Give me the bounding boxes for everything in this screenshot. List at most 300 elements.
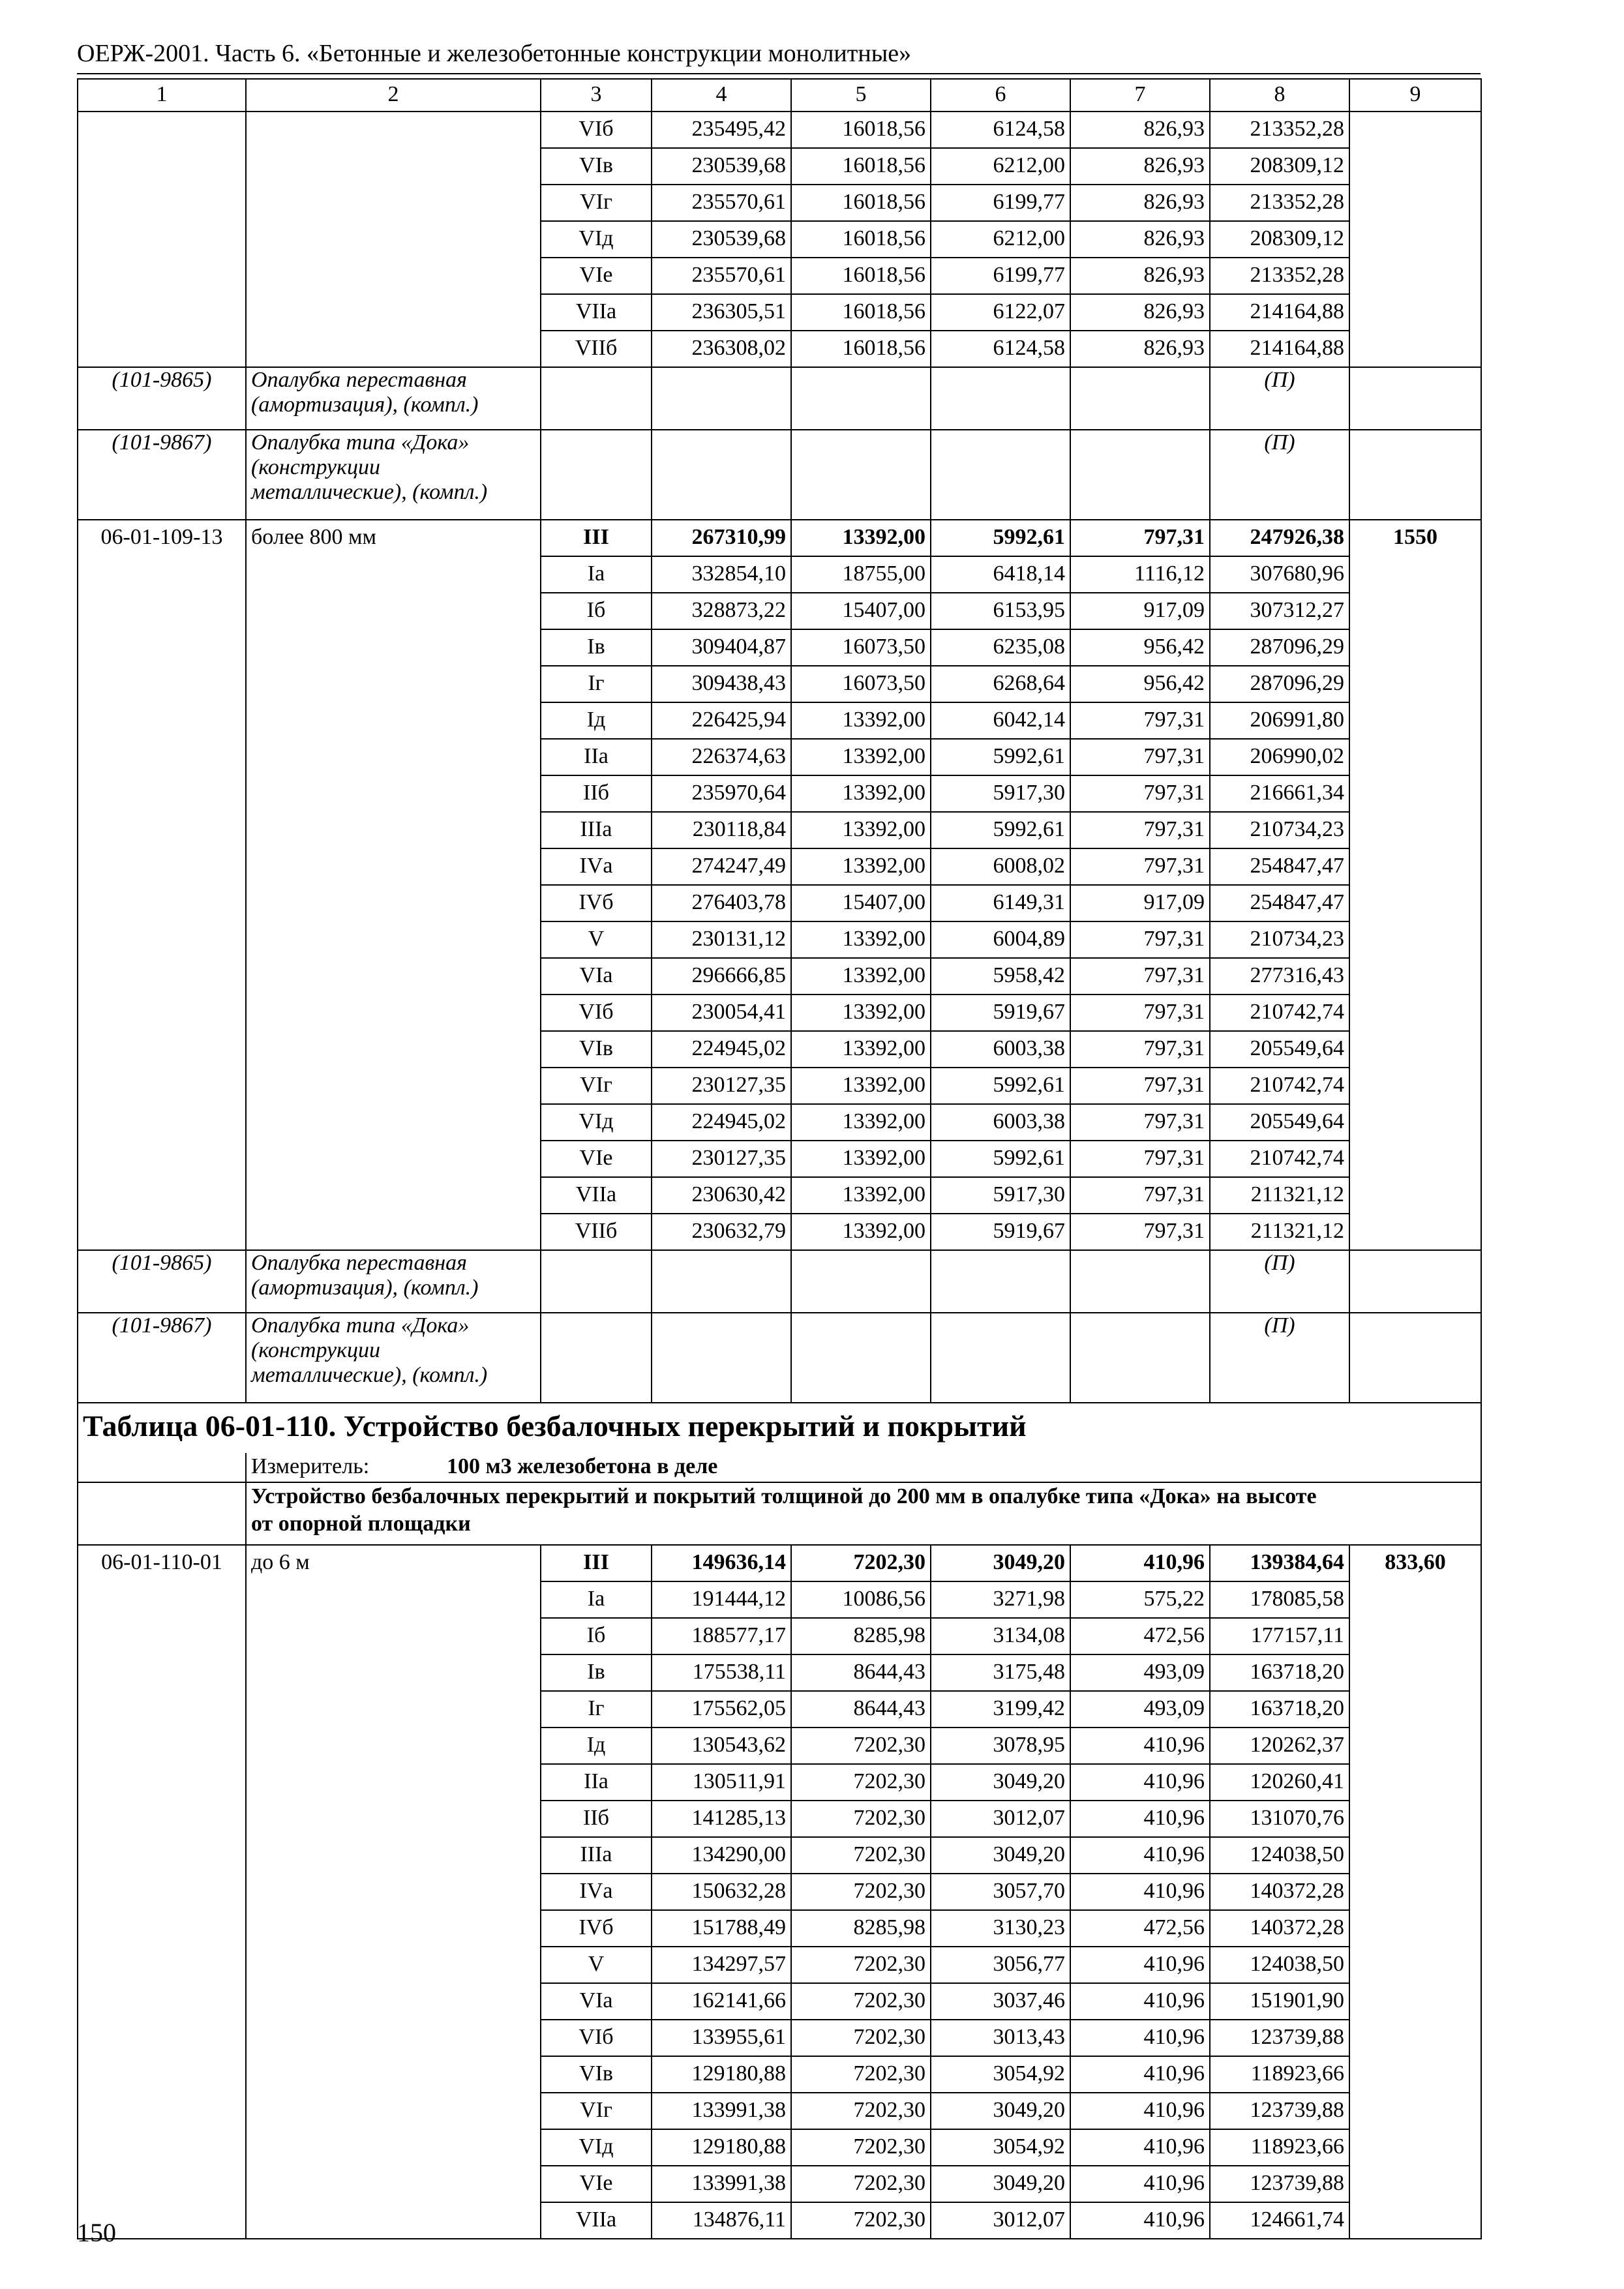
zone-price-row [78,1910,1481,1947]
labor-cost-cell: 833,60 [1349,1545,1481,1581]
machinist-wages-cell: 410,96 [1070,1764,1210,1801]
zone-price-row [78,1068,1481,1104]
zone-price-row [78,2020,1481,2056]
base-price-row [78,520,1481,556]
machines-cell: 6124,58 [931,331,1070,367]
resource-code: (101-9865) [78,367,246,430]
machines-cell: 3078,95 [931,1728,1070,1764]
zone-cell: VIв [541,148,652,185]
machines-cell: 3271,98 [931,1581,1070,1618]
machinist-wages-cell: 410,96 [1070,1837,1210,1874]
materials-cell: 210742,74 [1210,1068,1349,1104]
materials-cell: 213352,28 [1210,185,1349,221]
machinist-wages-cell: 797,31 [1070,812,1210,848]
materials-cell: 205549,64 [1210,1031,1349,1068]
materials-cell: 118923,66 [1210,2056,1349,2093]
resource-name-line: металлические), (компл.) [251,1363,488,1387]
resource-qty: (П) [1210,430,1349,520]
zone-cell: VIб [541,995,652,1031]
resource-name-line: Опалубка переставная [251,1251,467,1275]
zone-price-row [78,1581,1481,1618]
rate-code: 06-01-109-13 [78,520,246,556]
column-number: 2 [246,79,541,112]
wages-cell: 7202,30 [791,2056,931,2093]
resource-code: (101-9867) [78,430,246,520]
zone-price-row [78,1947,1481,1983]
materials-cell: 123739,88 [1210,2020,1349,2056]
page-header: ОЕРЖ-2001. Часть 6. «Бетонные и железобетонные конструкции монолитные» [77,40,912,67]
resource-name-line: Опалубка типа «Дока» [251,430,470,455]
zone-cell: VIа [541,958,652,995]
direct-cost-cell: 230127,35 [652,1141,791,1177]
zone-cell: VIIа [541,1177,652,1214]
direct-cost-cell: 230054,41 [652,995,791,1031]
table-body [78,79,1481,2239]
wages-cell: 13392,00 [791,1104,931,1141]
direct-cost-cell: 230539,68 [652,148,791,185]
wages-cell: 16073,50 [791,666,931,702]
column-number-row [78,79,1481,112]
wages-cell: 13392,00 [791,958,931,995]
zone-cell: III [541,1545,652,1581]
resource-row [78,1250,1481,1313]
machines-cell: 6122,07 [931,294,1070,331]
resource-code: (101-9867) [78,1313,246,1403]
resource-name-line: (амортизация), (компл.) [251,393,479,417]
materials-cell: 124038,50 [1210,1947,1349,1983]
machinist-wages-cell: 826,93 [1070,112,1210,148]
zone-price-row [78,1983,1481,2020]
machinist-wages-cell: 410,96 [1070,1545,1210,1581]
wages-cell: 8285,98 [791,1618,931,1654]
machines-cell: 3130,23 [931,1910,1070,1947]
direct-cost-cell: 309404,87 [652,629,791,666]
direct-cost-cell: 236308,02 [652,331,791,367]
zone-cell: VIд [541,1104,652,1141]
machinist-wages-cell: 797,31 [1070,1031,1210,1068]
machines-cell: 3037,46 [931,1983,1070,2020]
machines-cell: 5958,42 [931,958,1070,995]
machinist-wages-cell: 410,96 [1070,2202,1210,2239]
machinist-wages-cell: 956,42 [1070,666,1210,702]
materials-cell: 163718,20 [1210,1654,1349,1691]
direct-cost-cell: 274247,49 [652,848,791,885]
zone-cell: VIе [541,1141,652,1177]
resource-name-line: (конструкции [251,455,380,479]
materials-cell: 124661,74 [1210,2202,1349,2239]
zone-price-row [78,2202,1481,2239]
machinist-wages-cell: 410,96 [1070,1801,1210,1837]
zone-price-row [78,702,1481,739]
machines-cell: 5992,61 [931,1068,1070,1104]
materials-cell: 140372,28 [1210,1874,1349,1910]
machinist-wages-cell: 797,31 [1070,1068,1210,1104]
machinist-wages-cell: 410,96 [1070,2129,1210,2166]
subheader-row [78,1482,1481,1545]
direct-cost-cell: 236305,51 [652,294,791,331]
wages-cell: 13392,00 [791,1214,931,1250]
column-number: 5 [791,79,931,112]
wages-cell: 7202,30 [791,1545,931,1581]
zone-cell: Iг [541,666,652,702]
machinist-wages-cell: 797,31 [1070,1177,1210,1214]
table-title: Таблица 06-01-110. Устройство безбалочных перекрытий и покрытий [78,1403,1481,1453]
materials-cell: 208309,12 [1210,148,1349,185]
machinist-wages-cell: 917,09 [1070,593,1210,629]
zone-cell: VIIа [541,2202,652,2239]
direct-cost-cell: 226374,63 [652,739,791,775]
subheader-line: Устройство безбалочных перекрытий и покрытий толщиной до 200 мм в опалубке типа «Дока» на высоте [251,1484,1317,1508]
resource-name [246,1250,541,1313]
machines-cell: 5917,30 [931,1177,1070,1214]
wages-cell: 7202,30 [791,1801,931,1837]
machines-cell: 3049,20 [931,1764,1070,1801]
materials-cell: 210742,74 [1210,1141,1349,1177]
zone-cell: V [541,1947,652,1983]
machinist-wages-cell: 410,96 [1070,1728,1210,1764]
machinist-wages-cell: 410,96 [1070,1874,1210,1910]
zone-price-row [78,1214,1481,1250]
machines-cell: 5992,61 [931,812,1070,848]
resource-qty: (П) [1210,367,1349,430]
labor-cost-cell: 1550 [1349,520,1481,556]
machines-cell: 3049,20 [931,2093,1070,2129]
measure-row [78,1453,1481,1482]
materials-cell: 211321,12 [1210,1177,1349,1214]
machines-cell: 5992,61 [931,739,1070,775]
zone-price-row [78,1801,1481,1837]
zone-price-row [78,148,1481,185]
wages-cell: 16018,56 [791,331,931,367]
materials-cell: 254847,47 [1210,848,1349,885]
machinist-wages-cell: 797,31 [1070,921,1210,958]
materials-cell: 216661,34 [1210,775,1349,812]
machines-cell: 6199,77 [931,258,1070,294]
zone-price-row [78,1618,1481,1654]
machines-cell: 6042,14 [931,702,1070,739]
materials-cell: 307680,96 [1210,556,1349,593]
direct-cost-cell: 150632,28 [652,1874,791,1910]
measure-label: Измеритель: [251,1454,370,1478]
machinist-wages-cell: 575,22 [1070,1581,1210,1618]
machinist-wages-cell: 493,09 [1070,1691,1210,1728]
materials-cell: 213352,28 [1210,112,1349,148]
subheader-line: от опорной площадки [251,1512,471,1536]
machinist-wages-cell: 917,09 [1070,885,1210,921]
direct-cost-cell: 129180,88 [652,2056,791,2093]
zone-price-row [78,185,1481,221]
direct-cost-cell: 224945,02 [652,1104,791,1141]
zone-price-row [78,221,1481,258]
zone-cell: VIа [541,1983,652,2020]
machines-cell: 3012,07 [931,1801,1070,1837]
resource-name-line: металлические), (компл.) [251,480,488,504]
machinist-wages-cell: 472,56 [1070,1618,1210,1654]
direct-cost-cell: 230127,35 [652,1068,791,1104]
machinist-wages-cell: 410,96 [1070,2166,1210,2202]
zone-cell: V [541,921,652,958]
machinist-wages-cell: 797,31 [1070,1214,1210,1250]
direct-cost-cell: 188577,17 [652,1618,791,1654]
machinist-wages-cell: 797,31 [1070,958,1210,995]
direct-cost-cell: 230118,84 [652,812,791,848]
resource-name-line: (амортизация), (компл.) [251,1276,479,1300]
wages-cell: 7202,30 [791,1947,931,1983]
zone-cell: VIIа [541,294,652,331]
materials-cell: 123739,88 [1210,2166,1349,2202]
direct-cost-cell: 230539,68 [652,221,791,258]
machines-cell: 3175,48 [931,1654,1070,1691]
zone-cell: IVб [541,1910,652,1947]
machinist-wages-cell: 826,93 [1070,258,1210,294]
machines-cell: 3049,20 [931,2166,1070,2202]
zone-cell: Iб [541,593,652,629]
zone-price-row [78,775,1481,812]
direct-cost-cell: 230131,12 [652,921,791,958]
direct-cost-cell: 162141,66 [652,1983,791,2020]
direct-cost-cell: 230632,79 [652,1214,791,1250]
wages-cell: 13392,00 [791,995,931,1031]
zone-price-row [78,885,1481,921]
zone-price-row [78,1654,1481,1691]
materials-cell: 139384,64 [1210,1545,1349,1581]
direct-cost-cell: 267310,99 [652,520,791,556]
direct-cost-cell: 332854,10 [652,556,791,593]
zone-price-row [78,294,1481,331]
zone-cell: Iв [541,1654,652,1691]
materials-cell: 277316,43 [1210,958,1349,995]
zone-price-row [78,1728,1481,1764]
wages-cell: 16018,56 [791,221,931,258]
machinist-wages-cell: 826,93 [1070,148,1210,185]
resource-qty: (П) [1210,1313,1349,1403]
wages-cell: 8644,43 [791,1691,931,1728]
machines-cell: 6003,38 [931,1104,1070,1141]
zone-cell: VIе [541,258,652,294]
zone-cell: VIв [541,1031,652,1068]
machines-cell: 6418,14 [931,556,1070,593]
machinist-wages-cell: 797,31 [1070,995,1210,1031]
materials-cell: 177157,11 [1210,1618,1349,1654]
machines-cell: 6235,08 [931,629,1070,666]
direct-cost-cell: 296666,85 [652,958,791,995]
direct-cost-cell: 328873,22 [652,593,791,629]
materials-cell: 120260,41 [1210,1764,1349,1801]
zone-cell: Iг [541,1691,652,1728]
machinist-wages-cell: 797,31 [1070,1141,1210,1177]
materials-cell: 211321,12 [1210,1214,1349,1250]
materials-cell: 206991,80 [1210,702,1349,739]
machinist-wages-cell: 826,93 [1070,294,1210,331]
machinist-wages-cell: 410,96 [1070,2056,1210,2093]
column-number: 7 [1070,79,1210,112]
machines-cell: 6153,95 [931,593,1070,629]
wages-cell: 7202,30 [791,1728,931,1764]
wages-cell: 18755,00 [791,556,931,593]
column-number: 3 [541,79,652,112]
header-rule [77,73,1481,74]
resource-code: (101-9865) [78,1250,246,1313]
resource-name [246,1313,541,1403]
zone-cell: IVа [541,848,652,885]
machines-cell: 3057,70 [931,1874,1070,1910]
machines-cell: 5917,30 [931,775,1070,812]
resource-qty: (П) [1210,1250,1349,1313]
wages-cell: 7202,30 [791,2202,931,2239]
zone-cell: Iа [541,556,652,593]
materials-cell: 210734,23 [1210,921,1349,958]
zone-cell: Iд [541,1728,652,1764]
wages-cell: 16018,56 [791,294,931,331]
zone-cell: IIа [541,1764,652,1801]
machinist-wages-cell: 410,96 [1070,1947,1210,1983]
wages-cell: 13392,00 [791,702,931,739]
resource-row [78,1313,1481,1403]
resource-name [246,367,541,430]
zone-price-row [78,593,1481,629]
wages-cell: 13392,00 [791,739,931,775]
zone-cell: VIд [541,2129,652,2166]
direct-cost-cell: 141285,13 [652,1801,791,1837]
machines-cell: 3013,43 [931,2020,1070,2056]
wages-cell: 13392,00 [791,921,931,958]
machinist-wages-cell: 1116,12 [1070,556,1210,593]
materials-cell: 206990,02 [1210,739,1349,775]
machinist-wages-cell: 797,31 [1070,739,1210,775]
direct-cost-cell: 149636,14 [652,1545,791,1581]
materials-cell: 131070,76 [1210,1801,1349,1837]
zone-price-row [78,2056,1481,2093]
zone-price-row [78,1031,1481,1068]
resource-row [78,430,1481,520]
zone-price-row [78,995,1481,1031]
machines-cell: 3054,92 [931,2056,1070,2093]
machinist-wages-cell: 956,42 [1070,629,1210,666]
column-number: 6 [931,79,1070,112]
zone-price-row [78,739,1481,775]
zone-price-row [78,666,1481,702]
wages-cell: 13392,00 [791,1141,931,1177]
materials-cell: 208309,12 [1210,221,1349,258]
direct-cost-cell: 230630,42 [652,1177,791,1214]
machinist-wages-cell: 797,31 [1070,848,1210,885]
machinist-wages-cell: 826,93 [1070,221,1210,258]
materials-cell: 124038,50 [1210,1837,1349,1874]
machinist-wages-cell: 826,93 [1070,331,1210,367]
wages-cell: 7202,30 [791,2020,931,2056]
wages-cell: 16018,56 [791,258,931,294]
wages-cell: 13392,00 [791,812,931,848]
zone-cell: IVа [541,1874,652,1910]
machinist-wages-cell: 472,56 [1070,1910,1210,1947]
wages-cell: 7202,30 [791,2166,931,2202]
machines-cell: 5992,61 [931,520,1070,556]
machines-cell: 5919,67 [931,1214,1070,1250]
machines-cell: 6268,64 [931,666,1070,702]
zone-price-row [78,1141,1481,1177]
zone-cell: VIг [541,185,652,221]
resource-row [78,367,1481,430]
measure-value: 100 м3 железобетона в деле [447,1454,718,1478]
wages-cell: 15407,00 [791,593,931,629]
zone-cell: VIв [541,2056,652,2093]
machines-cell: 3199,42 [931,1691,1070,1728]
zone-price-row [78,958,1481,995]
zone-cell: VIIб [541,1214,652,1250]
zone-cell: VIе [541,2166,652,2202]
zone-price-row [78,556,1481,593]
zone-cell: Iа [541,1581,652,1618]
machinist-wages-cell: 797,31 [1070,1104,1210,1141]
column-number: 1 [78,79,246,112]
direct-cost-cell: 235570,61 [652,185,791,221]
zone-cell: III [541,520,652,556]
zone-cell: VIб [541,2020,652,2056]
machines-cell: 3049,20 [931,1837,1070,1874]
rate-code: 06-01-110-01 [78,1545,246,1581]
zone-price-row [78,848,1481,885]
machinist-wages-cell: 410,96 [1070,1983,1210,2020]
rates-table [77,78,1482,2239]
zone-price-row [78,112,1481,148]
wages-cell: 8644,43 [791,1654,931,1691]
wages-cell: 16018,56 [791,148,931,185]
zone-cell: VIIб [541,331,652,367]
machines-cell: 3012,07 [931,2202,1070,2239]
resource-name-line: Опалубка типа «Дока» [251,1313,470,1338]
direct-cost-cell: 129180,88 [652,2129,791,2166]
machinist-wages-cell: 410,96 [1070,2020,1210,2056]
wages-cell: 7202,30 [791,1764,931,1801]
subheader [246,1482,1481,1545]
materials-cell: 118923,66 [1210,2129,1349,2166]
materials-cell: 214164,88 [1210,331,1349,367]
machines-cell: 3056,77 [931,1947,1070,1983]
zone-price-row [78,921,1481,958]
zone-price-row [78,1691,1481,1728]
materials-cell: 123739,88 [1210,2093,1349,2129]
machines-cell: 6212,00 [931,221,1070,258]
machinist-wages-cell: 797,31 [1070,520,1210,556]
direct-cost-cell: 130543,62 [652,1728,791,1764]
direct-cost-cell: 224945,02 [652,1031,791,1068]
direct-cost-cell: 133991,38 [652,2093,791,2129]
machines-cell: 5919,67 [931,995,1070,1031]
direct-cost-cell: 235570,61 [652,258,791,294]
column-number: 4 [652,79,791,112]
wages-cell: 7202,30 [791,1983,931,2020]
zone-cell: IIIа [541,1837,652,1874]
resource-name-line: Опалубка переставная [251,368,467,392]
zone-price-row [78,1104,1481,1141]
measure-cell [246,1453,1481,1482]
direct-cost-cell: 309438,43 [652,666,791,702]
zone-price-row [78,1837,1481,1874]
direct-cost-cell: 175538,11 [652,1654,791,1691]
zone-price-row [78,258,1481,294]
wages-cell: 16073,50 [791,629,931,666]
wages-cell: 10086,56 [791,1581,931,1618]
machines-cell: 6008,02 [931,848,1070,885]
zone-cell: IVб [541,885,652,921]
zone-cell: VIг [541,2093,652,2129]
direct-cost-cell: 235495,42 [652,112,791,148]
wages-cell: 16018,56 [791,112,931,148]
column-number: 8 [1210,79,1349,112]
base-price-row [78,1545,1481,1581]
zone-cell: IIа [541,739,652,775]
direct-cost-cell: 191444,12 [652,1581,791,1618]
